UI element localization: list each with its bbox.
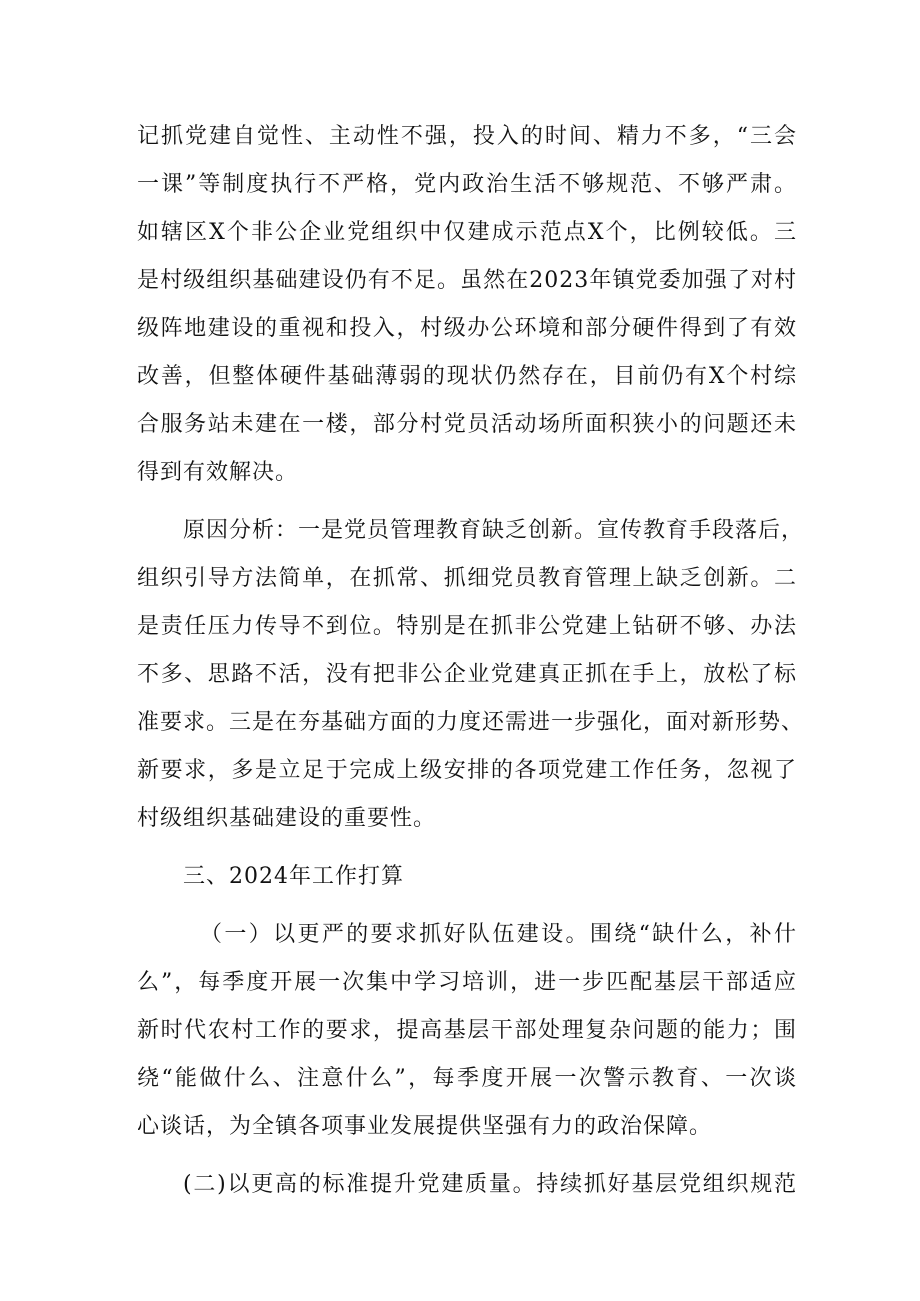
section-heading-work-plan: [137, 853, 797, 901]
text-line: 一课”等制度执行不严格，党内政治生活不够规范、不够严肃。: [137, 172, 797, 197]
text-line: 新要求，多是立足于完成上级安排的各项党建工作任务，忽视了: [137, 758, 797, 783]
text-line: 绕“能做什么、注意什么”，每季度开展一次警示教育、一次谈: [137, 1066, 797, 1091]
paragraph-item-two: [137, 1161, 797, 1209]
text-line: 原因分析：一是党员管理教育缺乏创新。宣传教育手段落后，: [183, 518, 805, 543]
text-line: 准要求。三是在夯基础方面的力度还需进一步强化，面对新形势、: [137, 710, 805, 735]
text-line: 不多、思路不活，没有把非公企业党建真正抓在手上，放松了标: [137, 662, 797, 687]
text-line: 是责任压力传导不到位。特别是在抓非公党建上钻研不够、办法: [137, 614, 797, 639]
text-line: 组织引导方法简单，在抓常、抓细党员教育管理上缺乏创新。二: [137, 566, 797, 591]
text-line: 么”，每季度开展一次集中学习培训，进一步匹配基层干部适应: [137, 970, 797, 995]
text-line: 心谈话，为全镇各项事业发展提供坚强有力的政治保障。: [137, 1114, 713, 1139]
text-line: 村级组织基础建设的重要性。: [137, 806, 437, 831]
paragraph-problems-continued: [137, 113, 797, 497]
text-line: 新时代农村工作的要求，提高基层干部处理复杂问题的能力；围: [137, 1018, 797, 1043]
paragraph-cause-analysis: [137, 507, 805, 843]
paragraph-spacer: [137, 843, 797, 853]
document-body: [137, 113, 805, 1209]
paragraph-spacer: [137, 1151, 797, 1161]
text-line: 得到有效解决。: [137, 460, 299, 485]
paragraph-spacer: [137, 497, 797, 507]
text-line: 合服务站未建在一楼，部分村党员活动场所面积狭小的问题还未: [137, 412, 797, 437]
text-line: 是村级组织基础建设仍有不足。虽然在2023年镇党委加强了对村: [137, 268, 797, 293]
paragraph-item-one: [137, 911, 797, 1151]
text-line: 记抓党建自觉性、主动性不强，投入的时间、精力不多，“三会: [137, 124, 797, 149]
text-line: (二)以更高的标准提升党建质量。持续抓好基层党组织规范: [183, 1172, 797, 1197]
paragraph-spacer: [137, 901, 797, 911]
section-heading: 三、2024年工作打算: [183, 864, 404, 889]
text-line: （一）以更严的要求抓好队伍建设。围绕“缺什么，补什: [200, 922, 797, 947]
text-line: 级阵地建设的重视和投入，村级办公环境和部分硬件得到了有效: [137, 316, 797, 341]
text-line: 改善，但整体硬件基础薄弱的现状仍然存在，目前仍有X个村综: [137, 364, 797, 389]
text-line: 如辖区X个非公企业党组织中仅建成示范点X个，比例较低。三: [137, 220, 797, 245]
